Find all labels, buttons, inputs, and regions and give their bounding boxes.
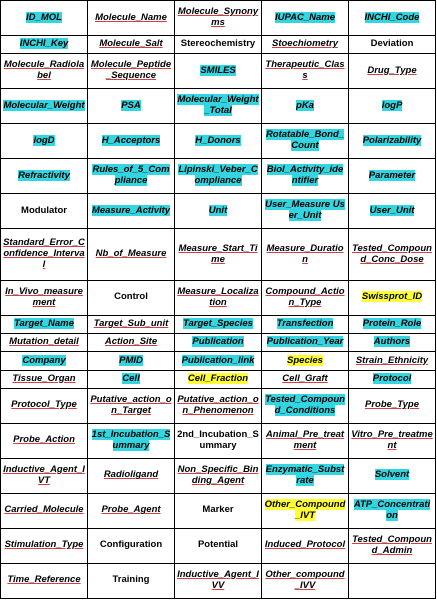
field-name-label: Swissprot_ID <box>361 291 423 303</box>
table-cell <box>262 54 349 89</box>
table-cell <box>175 563 262 598</box>
table-cell <box>1 315 88 333</box>
field-name-label: Induced_Protocol <box>264 539 346 551</box>
field-name-label: PSA <box>121 99 141 111</box>
field-name-label: Time_Reference <box>7 574 81 586</box>
table-cell <box>262 315 349 333</box>
field-name-label: Stoechiometry <box>272 38 338 50</box>
field-name-label: Compound_Action_Type <box>265 285 345 308</box>
field-name-label: Molecule_Radiolabel <box>3 59 85 82</box>
table-row <box>1 1 436 36</box>
field-name-label: Stereochemistry <box>180 38 256 50</box>
field-name-label: Publication <box>192 336 244 348</box>
field-name-label: 1st_Incubation_Summary <box>91 428 171 451</box>
field-name-label: Protocol <box>372 372 412 384</box>
table-cell <box>88 315 175 333</box>
field-name-label: 2nd_Incubation_Summary <box>177 428 259 451</box>
field-name-label: INCHI_Key <box>19 38 69 50</box>
table-cell <box>88 423 175 458</box>
table-cell <box>1 370 88 388</box>
field-name-label: Modulator <box>21 204 67 216</box>
field-name-label: Protein_Role <box>362 318 422 330</box>
table-cell <box>88 159 175 194</box>
table-cell <box>262 35 349 53</box>
field-name-label: PMID <box>119 354 143 366</box>
field-name-label: ATP_Concentration <box>353 498 431 521</box>
field-name-label: Radioligand <box>103 469 159 481</box>
table-cell <box>262 528 349 563</box>
field-name-label: Animal_Pre_treatment <box>265 428 345 451</box>
table-cell <box>88 370 175 388</box>
field-name-label: Protocol_Type <box>11 399 77 411</box>
table-row <box>1 370 436 388</box>
table-cell <box>349 229 436 281</box>
table-cell <box>175 194 262 229</box>
field-name-label: Action_Site <box>104 336 158 348</box>
table-cell <box>349 315 436 333</box>
field-name-label: Molecule_Synonyms <box>177 6 259 28</box>
table-cell <box>88 458 175 493</box>
table-cell <box>175 89 262 124</box>
field-name-label: Standard_Error_Confidence_Interval <box>3 237 85 270</box>
field-name-label: Cell_Graft <box>282 372 328 384</box>
field-name-label: H_Acceptors <box>101 134 161 146</box>
table-cell <box>175 370 262 388</box>
table-cell <box>175 35 262 53</box>
table-cell <box>88 229 175 281</box>
table-cell <box>1 280 88 315</box>
field-name-label: H_Donors <box>195 134 241 146</box>
field-name-label: Control <box>114 291 148 303</box>
table-cell <box>1 194 88 229</box>
table-row <box>1 315 436 333</box>
table-cell <box>1 528 88 563</box>
field-name-label: Molecular_Weight_Total <box>177 94 259 117</box>
field-name-label: Molecular_Weight <box>3 99 85 111</box>
field-name-label: Company <box>22 354 66 366</box>
table-row <box>1 493 436 528</box>
table-cell <box>175 159 262 194</box>
field-name-label: User_Measure User_Unit <box>265 199 345 222</box>
table-row <box>1 124 436 159</box>
table-row <box>1 458 436 493</box>
field-name-label: Cell_Fraction <box>187 372 249 384</box>
field-name-label: Mutation_detail <box>9 336 79 348</box>
table-cell <box>1 334 88 352</box>
table-cell <box>175 1 262 36</box>
field-name-label: Unit <box>208 204 228 216</box>
table-row <box>1 35 436 53</box>
table-cell <box>262 352 349 370</box>
field-grid-body <box>1 1 436 599</box>
field-name-label: Putative_action_on_Target <box>90 393 172 416</box>
table-cell <box>175 388 262 423</box>
table-cell <box>1 493 88 528</box>
field-name-label: Target_Sub_unit <box>93 318 169 330</box>
table-row <box>1 159 436 194</box>
table-cell <box>1 423 88 458</box>
table-cell <box>1 54 88 89</box>
field-name-label: Measure_Activity <box>91 204 171 216</box>
field-name-label: SMILES <box>200 64 236 76</box>
field-name-label: Molecule_Name <box>95 11 167 23</box>
field-name-label: Potential <box>197 539 239 551</box>
table-cell <box>262 1 349 36</box>
table-cell <box>262 493 349 528</box>
table-cell <box>175 458 262 493</box>
field-name-label: Marker <box>202 504 234 516</box>
table-cell <box>175 315 262 333</box>
field-name-label: Stimulation_Type <box>4 539 84 551</box>
field-name-label: Tissue_Organ <box>12 372 76 384</box>
field-name-label: Tested_Compound_Admin <box>352 533 432 556</box>
field-name-label: logD <box>33 134 55 146</box>
table-cell <box>88 493 175 528</box>
table-cell <box>349 280 436 315</box>
table-row <box>1 423 436 458</box>
table-cell <box>262 159 349 194</box>
field-name-label: Publication_Year <box>266 336 344 348</box>
field-name-label: Refractivity <box>18 169 70 181</box>
table-cell <box>1 388 88 423</box>
table-cell <box>175 423 262 458</box>
table-cell <box>262 334 349 352</box>
table-cell <box>262 89 349 124</box>
field-name-label: Rotatable_Bond_Count <box>265 129 345 152</box>
table-cell <box>262 229 349 281</box>
table-cell <box>88 334 175 352</box>
table-cell <box>88 194 175 229</box>
table-row <box>1 388 436 423</box>
table-cell <box>175 528 262 563</box>
table-row <box>1 280 436 315</box>
field-name-label: pKa <box>296 99 314 111</box>
table-cell <box>349 334 436 352</box>
table-cell <box>1 89 88 124</box>
field-name-label: Nb_of_Measure <box>95 248 167 260</box>
field-name-label: Biol_Activity_identifier <box>266 164 344 187</box>
table-cell <box>88 124 175 159</box>
table-cell <box>262 458 349 493</box>
table-cell <box>1 563 88 598</box>
table-cell <box>262 124 349 159</box>
table-cell <box>175 229 262 281</box>
table-cell <box>349 89 436 124</box>
table-cell <box>88 54 175 89</box>
field-name-label: User_Unit <box>369 204 415 216</box>
table-cell <box>349 370 436 388</box>
field-name-label: Probe_Action <box>13 434 75 446</box>
table-cell <box>262 280 349 315</box>
table-cell <box>349 563 436 598</box>
table-cell <box>88 280 175 315</box>
table-cell <box>1 35 88 53</box>
table-cell <box>262 423 349 458</box>
table-cell <box>175 334 262 352</box>
table-cell <box>349 54 436 89</box>
table-cell <box>88 352 175 370</box>
table-cell <box>1 1 88 36</box>
table-cell <box>1 229 88 281</box>
table-row <box>1 229 436 281</box>
field-name-label: Enzymatic_Substrate <box>265 463 345 486</box>
field-name-label: Strain_Ethnicity <box>355 354 429 366</box>
field-name-label: Transfection <box>276 318 334 330</box>
table-row <box>1 563 436 598</box>
field-name-label: Measure_Localization <box>177 285 259 308</box>
table-cell <box>175 493 262 528</box>
table-row <box>1 334 436 352</box>
table-cell <box>88 563 175 598</box>
table-cell <box>349 159 436 194</box>
table-cell <box>88 89 175 124</box>
field-name-label: Measure_Duration <box>266 242 344 265</box>
field-name-label: INCHI_Code <box>364 11 420 23</box>
field-name-label: Carried_Molecule <box>4 504 84 516</box>
field-name-label: Training <box>112 574 150 586</box>
field-name-label: Polarizability <box>362 134 422 146</box>
field-name-label: Inductive_Agent_IVT <box>3 463 85 486</box>
table-row <box>1 89 436 124</box>
table-cell <box>262 388 349 423</box>
table-cell <box>88 528 175 563</box>
table-row <box>1 528 436 563</box>
table-cell <box>262 194 349 229</box>
table-cell <box>349 528 436 563</box>
field-name-label: Other_Compound_IVT <box>264 498 346 521</box>
table-cell <box>1 352 88 370</box>
table-cell <box>349 423 436 458</box>
field-name-label: Therapeutic_Class <box>265 59 345 82</box>
table-cell <box>349 124 436 159</box>
field-name-label: logP <box>381 99 403 111</box>
table-row <box>1 194 436 229</box>
field-name-label: Non_Specific_Binding_Agent <box>177 463 259 486</box>
field-name-label: Other_compound_IVV <box>265 568 345 591</box>
table-row <box>1 54 436 89</box>
field-name-label: Species <box>287 354 323 366</box>
field-name-label: Deviation <box>370 38 414 50</box>
table-cell <box>349 352 436 370</box>
table-cell <box>175 352 262 370</box>
field-name-label: In_Vivo_measurement <box>5 285 83 308</box>
table-cell <box>1 458 88 493</box>
field-name-label: Tested_Compound_Conditions <box>265 393 345 416</box>
field-name-label: Rules_of_5_Compliance <box>92 164 170 187</box>
field-name-label: Measure_Start_Time <box>178 242 258 265</box>
table-cell <box>262 370 349 388</box>
field-name-label: Probe_Type <box>364 399 420 411</box>
field-name-label: Cell <box>122 372 140 384</box>
table-cell <box>349 493 436 528</box>
field-name-label: Tested_Compound_Conc_Dose <box>352 242 432 265</box>
table-cell <box>1 159 88 194</box>
table-cell <box>349 35 436 53</box>
table-cell <box>349 458 436 493</box>
field-name-label: Target_Name <box>14 318 74 330</box>
field-name-label: Parameter <box>368 169 416 181</box>
field-name-label: Putative_action_on_Phenomenon <box>177 393 259 416</box>
table-row <box>1 352 436 370</box>
table-cell <box>175 124 262 159</box>
table-cell <box>349 388 436 423</box>
field-name-label: Configuration <box>99 539 163 551</box>
field-name-label: ID_MOL <box>26 11 62 23</box>
table-cell <box>175 280 262 315</box>
table-cell <box>88 388 175 423</box>
table-cell <box>1 124 88 159</box>
field-name-label: Inductive_Agent_IVV <box>177 568 259 591</box>
field-name-label: Drug_Type <box>367 64 417 76</box>
field-name-label: Target_Species <box>183 318 253 330</box>
field-name-label: IUPAC_Name <box>274 11 335 23</box>
field-name-label: Molecule_Salt <box>99 38 163 50</box>
field-name-label: Authors <box>373 336 411 348</box>
table-cell <box>349 194 436 229</box>
table-cell <box>262 563 349 598</box>
table-cell <box>88 1 175 36</box>
field-name-label: Molecule_Peptide_Sequence <box>90 59 172 82</box>
table-cell <box>349 1 436 36</box>
field-name-label: Vitro_Pre_treatment <box>351 428 433 451</box>
field-name-label: Solvent <box>374 469 410 481</box>
field-name-label: Publication_link <box>181 354 255 366</box>
field-name-label: Lipinski_Veber_Compliance <box>178 164 258 187</box>
table-cell <box>175 54 262 89</box>
field-name-label: Probe_Agent <box>101 504 161 516</box>
table-cell <box>88 35 175 53</box>
